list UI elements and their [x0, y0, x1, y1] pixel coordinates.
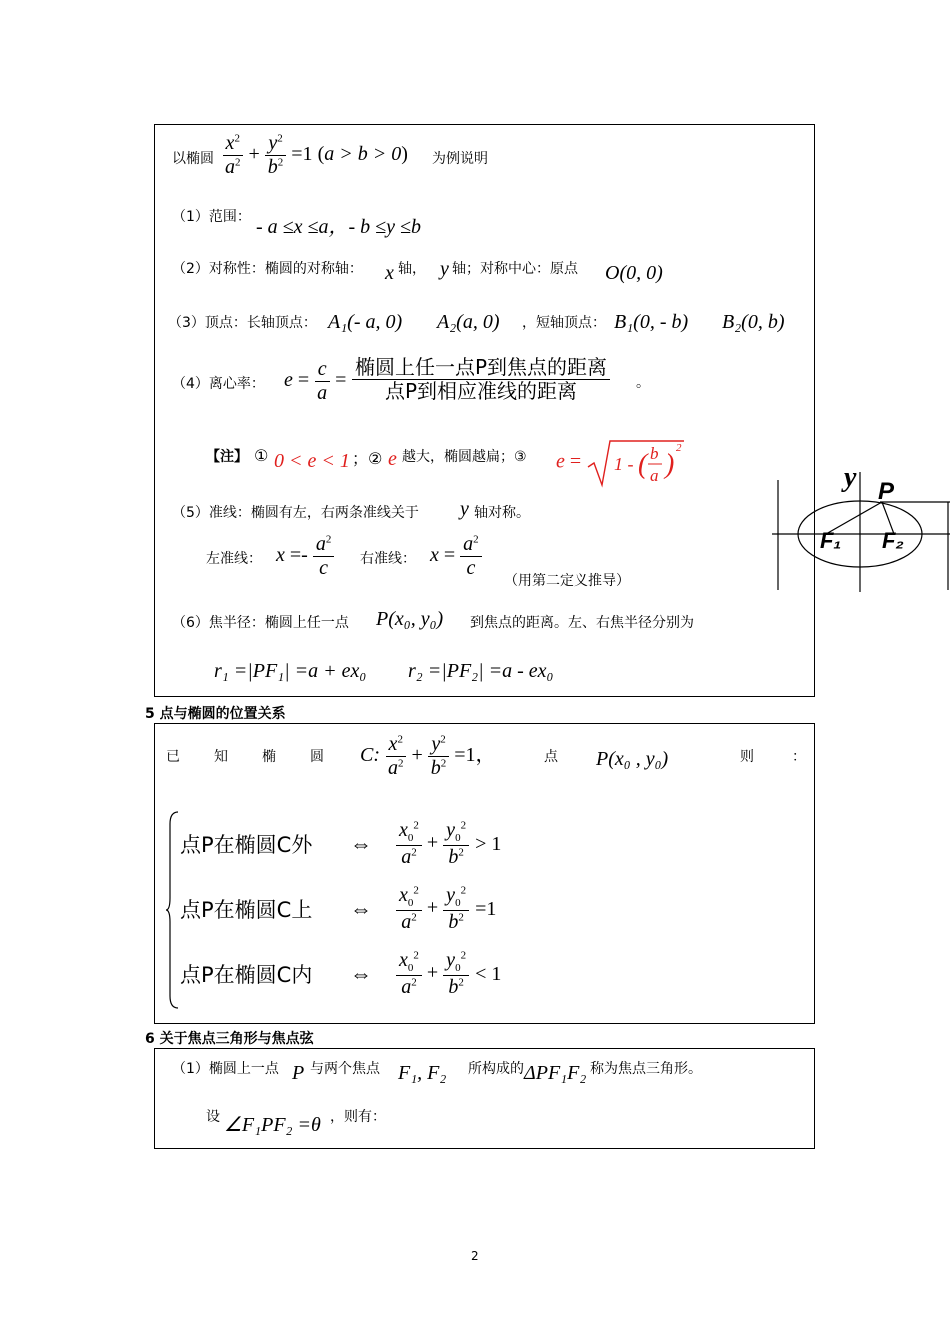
condition-on-rel: =1: [475, 897, 497, 920]
s6-line1-c: 所构成的: [468, 1061, 524, 1077]
section6-heading: 6 关于焦点三角形与焦点弦: [145, 1031, 314, 1047]
diagram-y-label: y: [844, 462, 857, 493]
svg-text:): ): [665, 449, 675, 480]
s6-line1-a: （1）椭圆上一点: [172, 1061, 279, 1077]
focal-label: （6）焦半径：椭圆上任一点: [172, 615, 349, 631]
ecc-denominator: 点P到相应准线的距离: [385, 379, 578, 403]
diagram-f1-label: F₁: [820, 528, 842, 553]
diagram-f2-label: F₂: [882, 528, 904, 553]
then-label: 则: [740, 749, 754, 765]
left-brace: [166, 810, 180, 1010]
condition-outside-text: 点P在椭圆C外: [180, 833, 313, 857]
condition-outside-rel: > 1: [475, 832, 502, 855]
sqrt-symbol: [586, 437, 686, 489]
note-formula: e = 1 - ( b a ) 2: [556, 437, 686, 489]
s6-line1-p: P: [292, 1062, 305, 1084]
note-1: ①: [254, 446, 269, 465]
known-char-1: 已: [166, 749, 180, 765]
ecc-formula: e = $\frac{c}{a}$ =: [284, 358, 347, 404]
svg-text:b: b: [650, 444, 659, 463]
range-formula: - a ≤x ≤a，- b ≤y ≤b: [256, 216, 421, 238]
note-text: 越大，椭圆越扁；③: [402, 449, 527, 465]
s6-line1-b: 与两个焦点: [310, 1061, 380, 1077]
vertex-B1: B₁(0, - b): [614, 311, 689, 333]
then-colon: ：: [792, 749, 806, 765]
intro-prefix: 以椭圆: [172, 151, 214, 167]
symmetry-x-axis: x: [385, 262, 394, 284]
ellipse-equation: $\frac{x^2}{a^2}$ + $\frac{y^2}{b^2}$ =1 (a > b > 0): [222, 132, 408, 179]
condition-outside: 点P在椭圆C外 ⇔ $\frac{x_0^2}{a^2}$ + $\frac{y_0^2}{b^2}$ > 1: [180, 819, 502, 868]
symmetry-mid2: 轴；对称中心：原点: [452, 261, 578, 277]
condition-on-text: 点P在椭圆C上: [180, 898, 313, 922]
focal-point: P(x₀, y₀): [376, 608, 444, 630]
page-number: 2: [471, 1249, 479, 1263]
note-label: 【注】: [206, 449, 248, 465]
right-directrix-label: 右准线：: [360, 551, 416, 567]
s6-line2-a: 设: [206, 1109, 220, 1125]
focal-text: 到焦点的距离。左、右焦半径分别为: [470, 615, 694, 631]
note-e: e: [388, 448, 397, 470]
note-2: ；②: [352, 449, 383, 468]
s6-line1-tri: ΔPF₁F₂: [524, 1062, 587, 1084]
condition-inside-text: 点P在椭圆C内: [180, 963, 313, 987]
symmetry-label: （2）对称性：椭圆的对称轴：: [172, 261, 363, 277]
diagram-p-label: P: [878, 478, 895, 505]
directrix-label: （5）准线：椭圆有左，右两条准线关于: [172, 505, 419, 521]
vertex-B2: B₂(0, b): [722, 311, 785, 333]
condition-inside: 点P在椭圆C内 ⇔ $\frac{x_0^2}{a^2}$ + $\frac{y_0^2}{b^2}$ < 1: [180, 949, 502, 998]
iff-symbol: ⇔: [350, 961, 372, 986]
left-directrix-label: 左准线：: [206, 551, 262, 567]
svg-text:2: 2: [676, 442, 682, 454]
directrix-axis: y: [460, 498, 469, 520]
focal-r2: r₂ =|PF₂| =a - ex₀: [408, 660, 554, 682]
s6-line2-angle: ∠F₁PF₂ =θ: [224, 1114, 321, 1136]
condition-inside-rel: < 1: [475, 962, 502, 985]
intro-suffix: 为例说明: [432, 151, 488, 167]
svg-text:(: (: [638, 449, 648, 480]
ecc-numerator: 椭圆上任一点P到焦点的距离: [352, 356, 610, 380]
condition-on: 点P在椭圆C上 ⇔ $\frac{x_0^2}{a^2}$ + $\frac{y_0^2}{b^2}$ =1: [180, 884, 497, 933]
symmetry-mid1: 轴，: [398, 261, 426, 277]
iff-symbol: ⇔: [350, 831, 372, 856]
svg-text:a: a: [650, 466, 659, 485]
known-char-3: 椭: [262, 749, 276, 765]
known-char-4: 圆: [310, 749, 324, 765]
ecc-fraction: [352, 356, 610, 403]
s6-line1-d: 称为焦点三角形。: [590, 1061, 702, 1077]
symmetry-y-axis: y: [440, 258, 449, 280]
point-P: P(x₀ , y₀): [596, 748, 669, 770]
directrix-note: （用第二定义推导）: [504, 573, 630, 589]
s6-line2-b: ，则有：: [330, 1109, 386, 1125]
point-label: 点: [544, 749, 558, 765]
origin-point: O(0, 0): [605, 262, 663, 284]
svg-text:1 -: 1 -: [614, 454, 634, 474]
directrix-end: 轴对称。: [474, 505, 530, 521]
vertex-label: （3）顶点：长轴顶点：: [168, 315, 317, 331]
focal-r1: r₁ =|PF₁| =a + ex₀: [214, 660, 367, 682]
section5-heading: 5 点与椭圆的位置关系: [145, 706, 286, 722]
vertex-short: ，短轴顶点：: [522, 315, 606, 331]
vertex-A2: A₂(a, 0): [437, 311, 500, 333]
ecc-label: （4）离心率：: [172, 376, 265, 392]
ecc-end: 。: [636, 375, 650, 391]
s6-line1-f: F₁, F₂: [398, 1062, 447, 1084]
ellipse-diagram: [768, 472, 950, 602]
iff-symbol: ⇔: [350, 896, 372, 921]
known-char-2: 知: [214, 749, 228, 765]
ellipse-C-equation: C: $\frac{x^2}{a^2}$ + $\frac{y^2}{b^2}$ =1，: [360, 733, 496, 779]
left-directrix-formula: x =- $\frac{a^2}{c}$: [276, 533, 334, 580]
right-directrix-formula: x = $\frac{a^2}{c}$: [430, 533, 482, 580]
note-range: 0 < e < 1: [274, 450, 350, 472]
range-label: （1）范围：: [172, 209, 251, 225]
vertex-A1: A₁(- a, 0): [328, 311, 403, 333]
